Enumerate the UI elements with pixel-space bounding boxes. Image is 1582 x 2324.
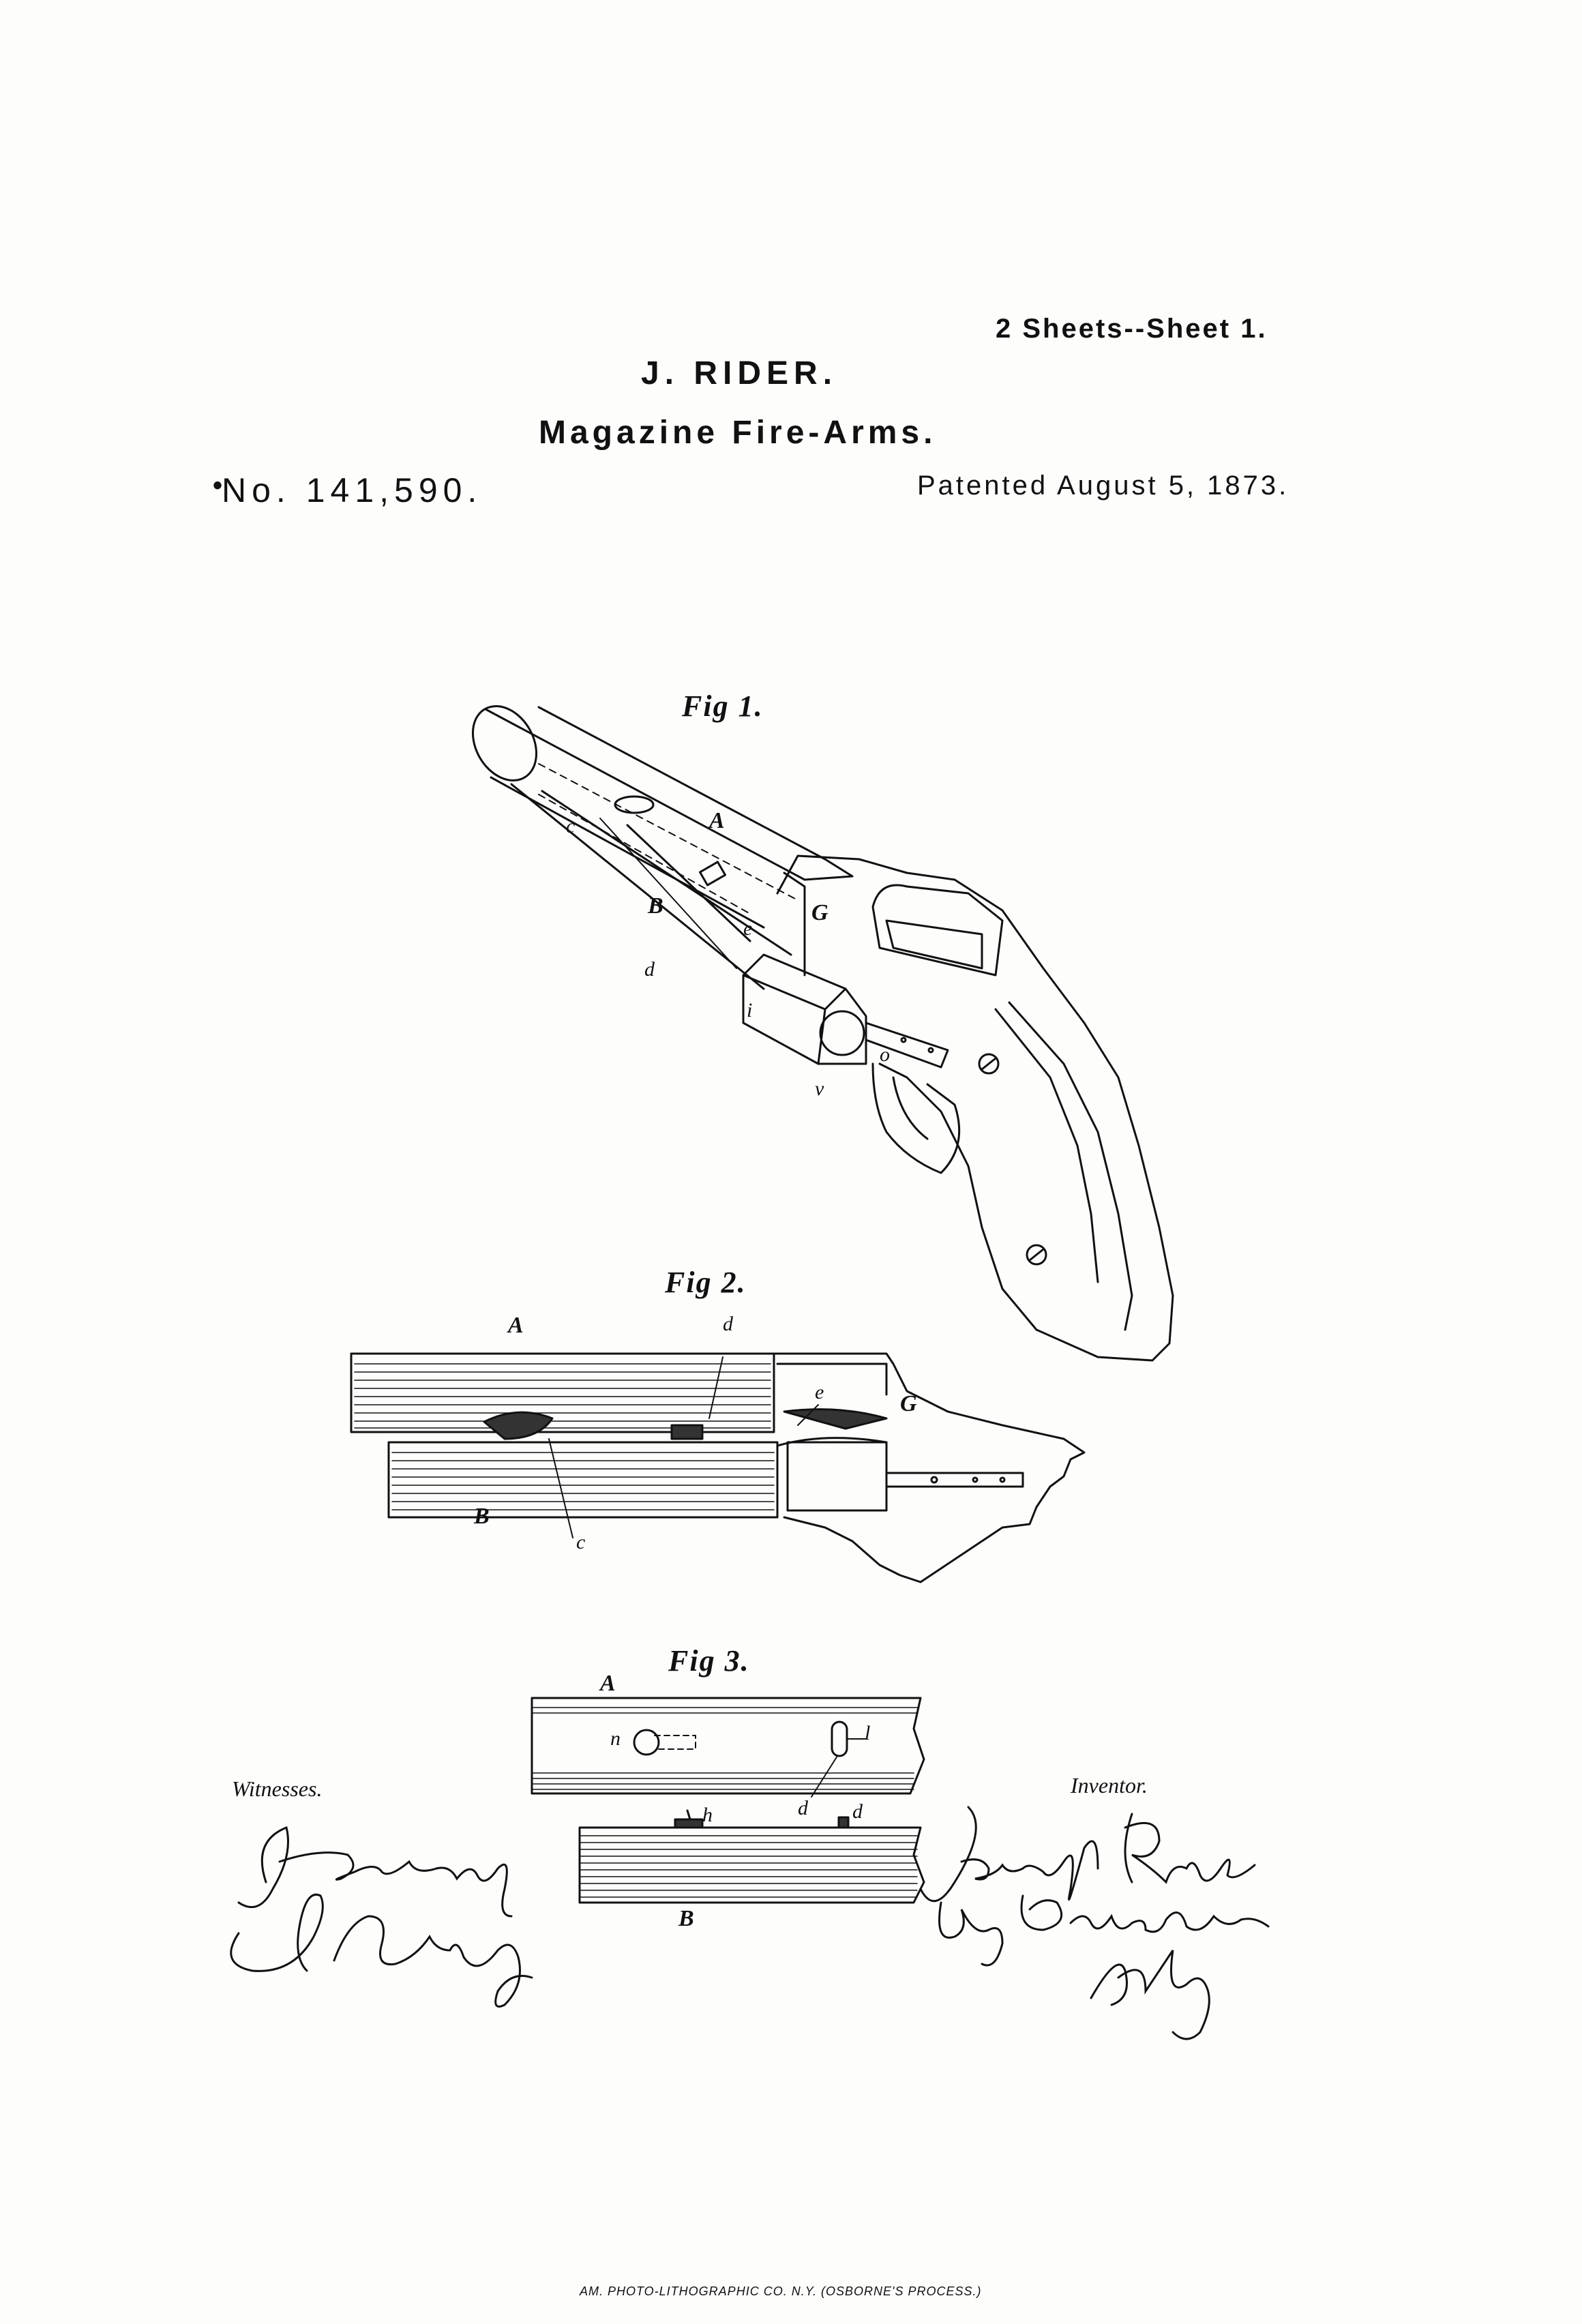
fig2-label-g: G — [900, 1391, 917, 1416]
fig3-label-n: n — [610, 1727, 621, 1750]
fig3-label-b: B — [678, 1906, 694, 1931]
fig1-label-b: B — [648, 893, 663, 919]
inventor-name: J. RIDER. — [641, 355, 838, 391]
sheet-indicator: 2 Sheets--Sheet 1. — [996, 314, 1268, 344]
fig3-label-d1: d — [798, 1797, 808, 1819]
fig1-label-g: G — [811, 900, 829, 925]
fig3-label-l: l — [865, 1722, 871, 1744]
patent-number: No. 141,590. — [222, 471, 483, 509]
patent-title: Magazine Fire-Arms. — [539, 415, 937, 451]
fig1-label-c: c — [566, 815, 576, 837]
fig2-title: Fig 2. — [665, 1266, 747, 1299]
fig2-label-c: c — [576, 1531, 586, 1553]
inventor-signatures — [914, 1800, 1296, 2046]
fig3-label-d2: d — [852, 1800, 863, 1823]
fig1-label-a: A — [709, 808, 725, 833]
fig2-label-b: B — [474, 1504, 490, 1529]
fig3-label-a: A — [600, 1671, 616, 1696]
fig1-title: Fig 1. — [682, 689, 764, 723]
lithographer-credit: AM. PHOTO-LITHOGRAPHIC CO. N.Y. (OSBORNE'S PROCESS.) — [580, 2284, 982, 2298]
fig1-label-v: v — [815, 1077, 824, 1100]
fig3-label-h: h — [702, 1804, 713, 1826]
fig1-label-d: d — [644, 958, 655, 981]
fig1-label-i: i — [747, 999, 753, 1022]
patent-date: Patented August 5, 1873. — [917, 471, 1289, 501]
inventor-heading: Inventor. — [1071, 1773, 1148, 1798]
fig2-label-a: A — [508, 1313, 524, 1338]
fig3-title: Fig 3. — [668, 1644, 750, 1678]
margin-dot: • — [213, 471, 223, 501]
fig1-drawing — [460, 695, 1173, 1360]
fig1-label-e: e — [743, 917, 753, 940]
fig2-drawing — [351, 1354, 1084, 1582]
witness-signatures — [211, 1814, 621, 2018]
fig1-label-o: o — [880, 1043, 890, 1066]
fig2-label-e: e — [815, 1381, 824, 1403]
fig2-label-d: d — [723, 1313, 733, 1335]
witnesses-heading: Witnesses. — [232, 1776, 323, 1801]
